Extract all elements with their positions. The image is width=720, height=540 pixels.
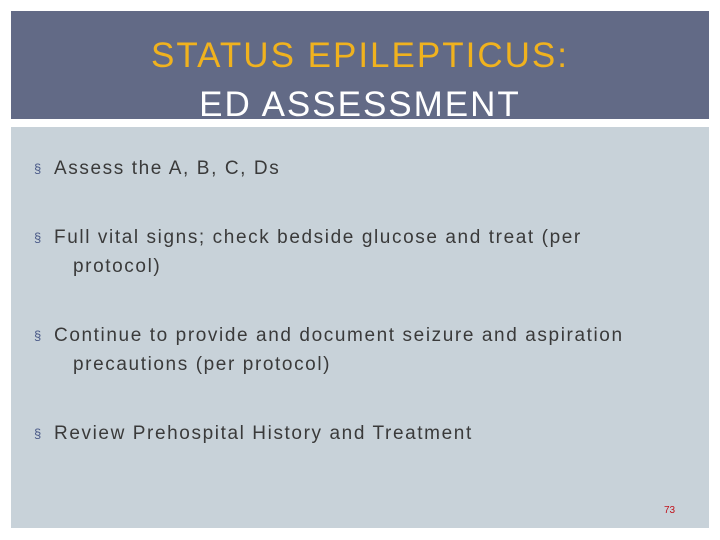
bullet-item bbox=[34, 154, 654, 183]
bullet-marker-icon: § bbox=[34, 328, 42, 343]
bullet-text: Continue to provide and document seizure and aspiration precautions (per protocol) bbox=[54, 325, 624, 375]
slide-title-line-2: ED ASSESSMENT bbox=[199, 85, 521, 124]
bullet-marker-icon: § bbox=[34, 161, 42, 176]
bullet-item bbox=[34, 419, 654, 448]
slide-title-line-1: STATUS EPILEPTICUS: bbox=[151, 36, 569, 75]
bullet-text: Full vital signs; check bedside glucose and treat (per protocol) bbox=[54, 227, 582, 277]
bullet-text: Review Prehospital History and Treatment bbox=[54, 423, 473, 444]
page-number: 73 bbox=[664, 505, 676, 516]
title-bar bbox=[11, 11, 709, 124]
bullet-text: Assess the A, B, C, Ds bbox=[54, 158, 281, 179]
bullet-item bbox=[34, 223, 654, 281]
bullet-marker-icon: § bbox=[34, 426, 42, 441]
bullet-item bbox=[34, 321, 654, 379]
bullet-marker-icon: § bbox=[34, 230, 42, 245]
